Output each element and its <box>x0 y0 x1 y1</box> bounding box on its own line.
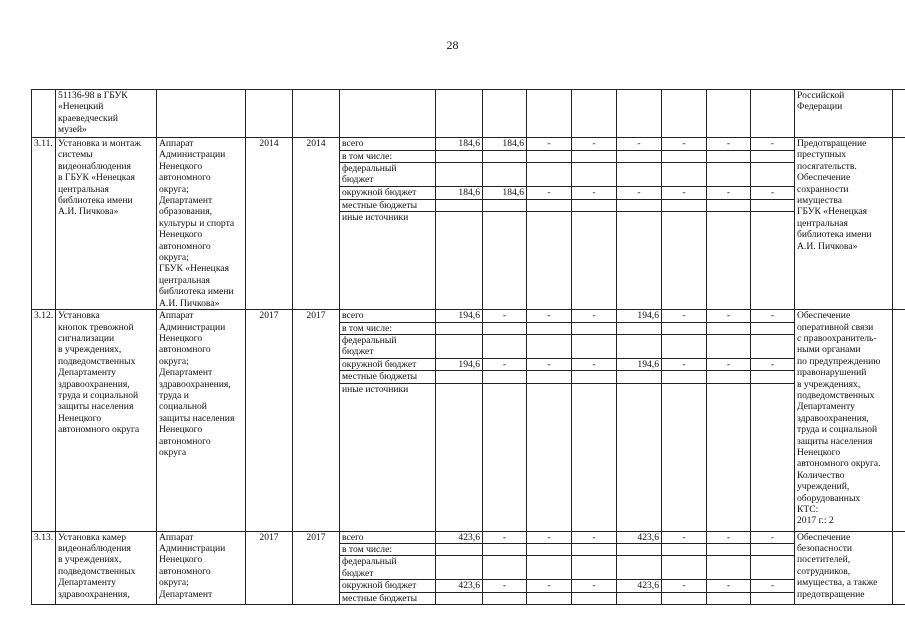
cell-year-value <box>707 371 751 383</box>
cell-start-year <box>246 90 293 138</box>
cell-total <box>436 90 483 138</box>
cell-num: 3.12. <box>32 310 56 531</box>
cell-year-value <box>572 543 617 555</box>
cell-end-year: 2017 <box>293 310 340 531</box>
cell-year-value: - <box>483 310 527 322</box>
cell-total <box>436 556 483 580</box>
cell-total <box>436 592 483 604</box>
cell-event-name: 51136-98 в ГБУК «Ненецкий краеведческий музей» <box>56 90 157 138</box>
cell-year-value: - <box>751 138 795 151</box>
cell-year-value <box>707 150 751 163</box>
cell-funding-source: всего <box>340 138 436 151</box>
cell-end-year: 2017 <box>293 531 340 604</box>
cell-year-value <box>572 383 617 531</box>
cell-year-value <box>527 556 572 580</box>
cell-year-value <box>707 592 751 604</box>
cell-year-value <box>617 592 662 604</box>
cell-year-value: 194,6 <box>617 310 662 322</box>
cell-executor <box>157 90 246 138</box>
cell-year-value <box>751 150 795 163</box>
cell-year-value: - <box>527 138 572 151</box>
cell-year-value: - <box>662 531 707 543</box>
cell-year-value: - <box>617 138 662 151</box>
cell-year-value: - <box>527 531 572 543</box>
table-row <box>32 138 905 151</box>
cell-total <box>436 150 483 163</box>
cell-year-value: - <box>572 358 617 370</box>
cell-total <box>436 383 483 531</box>
cell-funding-source: местные бюджеты <box>340 371 436 383</box>
cell-funding-source: местные бюджеты <box>340 592 436 604</box>
cell-year-value: - <box>527 358 572 370</box>
cell-year-value <box>527 322 572 334</box>
cell-total: 423,6 <box>436 580 483 592</box>
cell-year-value <box>707 212 751 310</box>
cell-num: 3.13. <box>32 531 56 604</box>
cell-year-value: 194,6 <box>617 358 662 370</box>
cell-executor: Аппарат Администрации Ненецкого автономного округа; Департамент здравоохранения, труда и социальной защиты населения Ненецкого автономного округа <box>157 310 246 531</box>
cell-total: 194,6 <box>436 310 483 322</box>
cell-year-value: - <box>572 187 617 200</box>
cell-year-value <box>527 199 572 212</box>
cell-year-value <box>617 556 662 580</box>
table-row <box>32 310 905 322</box>
cell-year-value <box>662 592 707 604</box>
cell-year-value: - <box>527 187 572 200</box>
cell-total <box>436 334 483 358</box>
cell-total <box>436 199 483 212</box>
cell-year-value <box>527 543 572 555</box>
table-row <box>32 531 905 543</box>
cell-note <box>893 90 905 138</box>
cell-year-value <box>662 556 707 580</box>
cell-year-value <box>527 163 572 187</box>
page-number: 28 <box>446 38 459 52</box>
cell-funding-source: иные источники <box>340 383 436 531</box>
cell-funding-source: окружной бюджет <box>340 187 436 200</box>
cell-year-value: - <box>707 358 751 370</box>
cell-funding-source <box>340 90 436 138</box>
cell-year-value <box>662 383 707 531</box>
cell-year-value: 184,6 <box>483 138 527 151</box>
table-row-continuation <box>32 90 905 138</box>
cell-year-value <box>617 543 662 555</box>
cell-year-value <box>751 556 795 580</box>
cell-year-value: - <box>707 531 751 543</box>
cell-year-value: - <box>572 310 617 322</box>
cell-total <box>436 163 483 187</box>
cell-executor: Аппарат Администрации Ненецкого автономного округа; Департамент <box>157 531 246 604</box>
cell-year-value: - <box>751 358 795 370</box>
cell-total: 423,6 <box>436 531 483 543</box>
cell-year-value <box>662 150 707 163</box>
cell-start-year: 2017 <box>246 531 293 604</box>
cell-year-value <box>617 334 662 358</box>
cell-year-value <box>751 212 795 310</box>
cell-year-value <box>707 322 751 334</box>
cell-year-value <box>483 383 527 531</box>
cell-year-value <box>617 163 662 187</box>
cell-year-value: - <box>707 138 751 151</box>
cell-year-value <box>662 334 707 358</box>
cell-year-value <box>707 543 751 555</box>
cell-num <box>32 90 56 138</box>
cell-year-value <box>483 322 527 334</box>
cell-year-value <box>707 199 751 212</box>
cell-year-value <box>572 556 617 580</box>
cell-num: 3.11. <box>32 138 56 310</box>
cell-year-value <box>483 556 527 580</box>
cell-year-value <box>572 371 617 383</box>
cell-year-value <box>572 322 617 334</box>
cell-event-name: Установка и монтаж системы видеонаблюдения в ГБУК «Ненецкая центральная библиотека имени А.И. Пичкова» <box>56 138 157 310</box>
cell-year-value: - <box>751 531 795 543</box>
cell-year-value <box>572 212 617 310</box>
cell-funding-source: всего <box>340 531 436 543</box>
cell-year-value: - <box>483 531 527 543</box>
cell-year-value <box>483 334 527 358</box>
cell-year-value: - <box>527 580 572 592</box>
cell-year-value <box>483 212 527 310</box>
cell-year-value: - <box>707 187 751 200</box>
cell-year-value <box>751 322 795 334</box>
cell-year-value <box>751 592 795 604</box>
cell-funding-source: окружной бюджет <box>340 358 436 370</box>
cell-year-value <box>751 334 795 358</box>
cell-year-value: - <box>707 310 751 322</box>
cell-year-value: - <box>662 138 707 151</box>
cell-year-value <box>662 371 707 383</box>
cell-year-value <box>662 163 707 187</box>
cell-year-value: 184,6 <box>483 187 527 200</box>
cell-year-value <box>751 543 795 555</box>
cell-year-value <box>707 163 751 187</box>
cell-total <box>436 212 483 310</box>
cell-year-value <box>527 212 572 310</box>
cell-year-value: - <box>751 310 795 322</box>
cell-year-value: - <box>527 310 572 322</box>
cell-year-value <box>527 90 572 138</box>
cell-year-value: 423,6 <box>617 531 662 543</box>
cell-year-value <box>662 199 707 212</box>
cell-year-value: - <box>572 138 617 151</box>
cell-start-year: 2017 <box>246 310 293 531</box>
cell-year-value <box>572 334 617 358</box>
cell-year-value <box>617 322 662 334</box>
cell-result: Обеспечение оперативной связи с правоохранитель- ными органами по предупреждению правонарушений в учреждениях, подведомственных Департаменту здравоохранения, труда и социальной защиты населения Ненецкого автономного округа. Количество учреждений, оборудованных КТС: 2017 г.: 2 <box>795 310 893 531</box>
cell-year-value: - <box>707 580 751 592</box>
cell-year-value: - <box>572 531 617 543</box>
cell-event-name: Установка камер видеонаблюдения в учреждениях, подведомственных Департаменту здравоохранения, <box>56 531 157 604</box>
cell-year-value: - <box>662 310 707 322</box>
cell-year-value: - <box>483 358 527 370</box>
cell-year-value <box>707 556 751 580</box>
cell-year-value: - <box>617 187 662 200</box>
cell-year-value <box>483 371 527 383</box>
cell-note <box>893 310 905 531</box>
cell-funding-source: федеральный бюджет <box>340 556 436 580</box>
cell-funding-source: иные источники <box>340 212 436 310</box>
cell-year-value: - <box>483 580 527 592</box>
cell-year-value <box>751 163 795 187</box>
cell-funding-source: в том числе: <box>340 543 436 555</box>
cell-total <box>436 371 483 383</box>
cell-year-value <box>662 212 707 310</box>
cell-year-value <box>707 383 751 531</box>
cell-year-value: - <box>662 358 707 370</box>
cell-year-value: - <box>751 580 795 592</box>
cell-year-value <box>572 163 617 187</box>
cell-year-value <box>662 543 707 555</box>
cell-funding-source: в том числе: <box>340 150 436 163</box>
cell-year-value <box>662 90 707 138</box>
cell-year-value <box>617 90 662 138</box>
cell-year-value <box>483 90 527 138</box>
table-body <box>32 90 905 605</box>
cell-funding-source: в том числе: <box>340 322 436 334</box>
cell-year-value <box>527 383 572 531</box>
cell-executor: Аппарат Администрации Ненецкого автономного округа; Департамент образования, культуры и спорта Ненецкого автономного округа; ГБУК «Ненецкая центральная библиотека имени А.И. Пичкова» <box>157 138 246 310</box>
cell-year-value <box>617 383 662 531</box>
cell-year-value <box>707 334 751 358</box>
cell-year-value: - <box>662 580 707 592</box>
cell-year-value <box>527 592 572 604</box>
cell-event-name: Установка кнопок тревожной сигнализации в учреждениях, подведомственных Департаменту здравоохранения, труда и социальной защиты населения Ненецкого автономного округа <box>56 310 157 531</box>
cell-year-value <box>483 592 527 604</box>
cell-year-value <box>527 150 572 163</box>
cell-note <box>893 138 905 310</box>
cell-total: 184,6 <box>436 187 483 200</box>
cell-year-value <box>617 371 662 383</box>
cell-funding-source: федеральный бюджет <box>340 334 436 358</box>
cell-year-value <box>483 163 527 187</box>
cell-funding-source: федеральный бюджет <box>340 163 436 187</box>
cell-result: Обеспечение безопасности посетителей, сотрудников, имущества, а также предотвращение <box>795 531 893 604</box>
cell-year-value <box>751 90 795 138</box>
cell-year-value <box>572 592 617 604</box>
cell-total <box>436 322 483 334</box>
cell-year-value: - <box>751 187 795 200</box>
cell-year-value <box>572 150 617 163</box>
cell-funding-source: всего <box>340 310 436 322</box>
cell-end-year: 2014 <box>293 138 340 310</box>
cell-year-value <box>527 334 572 358</box>
cell-year-value: - <box>662 187 707 200</box>
cell-note <box>893 531 905 604</box>
cell-year-value <box>483 199 527 212</box>
cell-year-value <box>617 199 662 212</box>
cell-end-year <box>293 90 340 138</box>
cell-year-value <box>617 150 662 163</box>
cell-year-value: 423,6 <box>617 580 662 592</box>
cell-year-value <box>483 543 527 555</box>
cell-year-value <box>572 199 617 212</box>
cell-total <box>436 543 483 555</box>
cell-year-value <box>483 150 527 163</box>
cell-year-value <box>662 322 707 334</box>
cell-year-value <box>751 383 795 531</box>
cell-year-value <box>751 371 795 383</box>
cell-total: 194,6 <box>436 358 483 370</box>
cell-year-value <box>572 90 617 138</box>
cell-year-value <box>707 90 751 138</box>
cell-year-value <box>617 212 662 310</box>
cell-result: Российской Федерации <box>795 90 893 138</box>
cell-total: 184,6 <box>436 138 483 151</box>
cell-start-year: 2014 <box>246 138 293 310</box>
cell-funding-source: местные бюджеты <box>340 199 436 212</box>
cell-year-value <box>751 199 795 212</box>
cell-result: Предотвращение преступных посягательств. Обеспечение сохранности имущества ГБУК «Ненецкая центральная библиотека имени А.И. Пичкова» <box>795 138 893 310</box>
cell-year-value <box>527 371 572 383</box>
cell-year-value: - <box>572 580 617 592</box>
cell-funding-source: окружной бюджет <box>340 580 436 592</box>
program-table <box>31 89 905 605</box>
